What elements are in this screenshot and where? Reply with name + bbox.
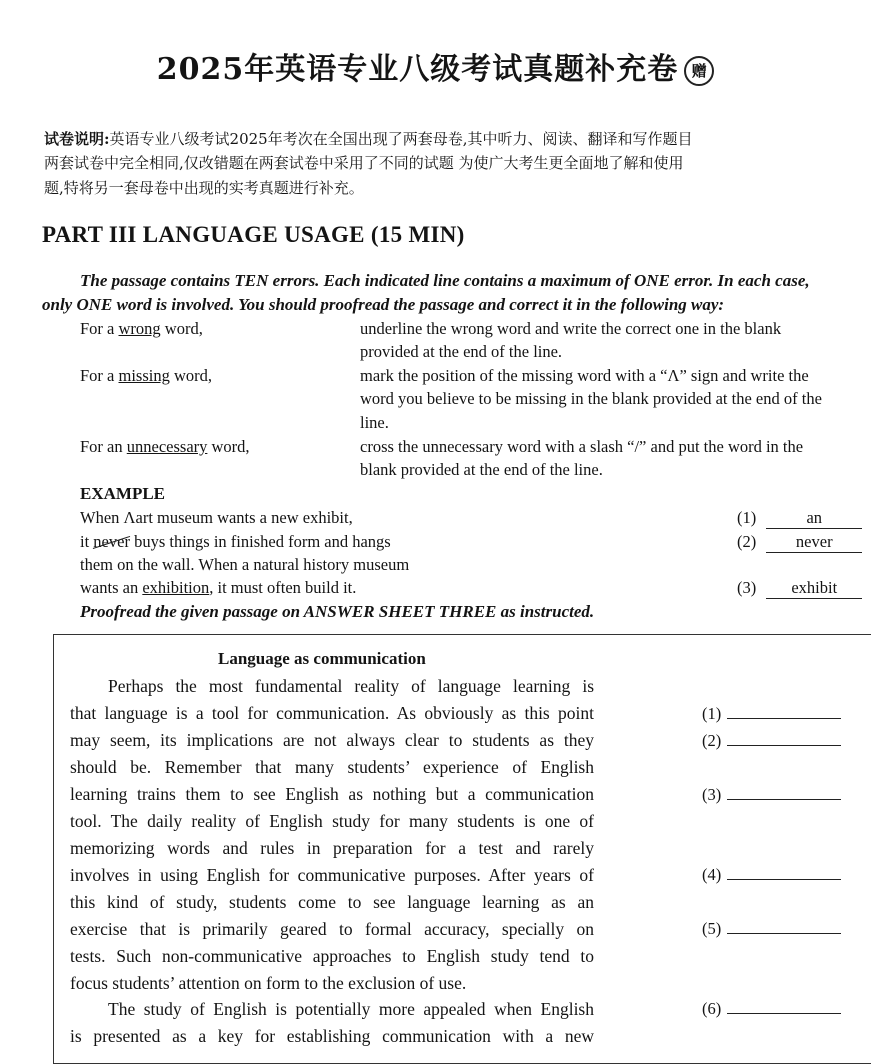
passage-line: involves in using English for communicative purposes. After years of xyxy=(70,865,594,885)
answer-number: (1) xyxy=(737,508,757,527)
example-text: art museum wants a new exhibit, xyxy=(135,508,353,527)
rule-text: word, xyxy=(160,319,203,338)
passage-line: Perhaps the most fundamental reality of language learning is xyxy=(108,676,594,696)
passage-line: learning trains them to see English as nothing but a communication xyxy=(70,784,594,804)
passage-line: should be. Remember that many students’ experience of English xyxy=(70,757,594,777)
answer-number: (3) xyxy=(702,785,722,804)
note-line-1 xyxy=(44,128,693,149)
answer-line[interactable] xyxy=(727,704,841,719)
underlined-word: exhibition xyxy=(142,578,210,597)
note-label: 试卷说明: xyxy=(44,130,110,148)
example-answer-1 xyxy=(737,508,862,529)
example-line-4 xyxy=(80,578,356,598)
rule-missing-label xyxy=(80,366,212,386)
rule-keyword: unnecessary xyxy=(126,437,208,456)
answer-number: (4) xyxy=(702,865,722,884)
struck-word: never xyxy=(93,532,130,551)
gift-badge: 赠 xyxy=(684,56,714,86)
answer-slot-6[interactable] xyxy=(702,999,841,1019)
answer-line[interactable] xyxy=(727,919,841,934)
answer-number: (2) xyxy=(737,532,757,551)
rule-text: For an xyxy=(80,437,127,456)
rule-text: For a xyxy=(80,366,119,385)
answer-number: (1) xyxy=(702,704,722,723)
note-text-1: 英语专业八级考试2025年考次在全国出现了两套母卷,其中听力、阅读、翻译和写作题目 xyxy=(109,130,693,148)
answer-slot-4[interactable] xyxy=(702,865,841,885)
rule-unnecessary-desc-2: blank provided at the end of the line. xyxy=(360,460,603,479)
example-text: buys things in finished form and hangs xyxy=(129,532,391,551)
answer-blank: never xyxy=(766,532,862,553)
passage-line: tool. The daily reality of English study for many students is one of xyxy=(70,811,594,831)
rule-wrong-desc-2: provided at the end of the line. xyxy=(360,342,563,361)
example-text: When xyxy=(80,508,124,527)
answer-blank: exhibit xyxy=(766,578,862,599)
example-line-1 xyxy=(80,508,353,528)
example-line-2 xyxy=(80,532,391,552)
answer-number: (5) xyxy=(702,919,722,938)
proofread-instruction: Proofread the given passage on ANSWER SHEET THREE as instructed. xyxy=(80,602,595,621)
answer-slot-2[interactable] xyxy=(702,731,841,751)
rule-text: word, xyxy=(207,437,250,456)
rule-wrong-label xyxy=(80,319,203,339)
example-text: it xyxy=(80,532,94,551)
passage-line: focus students’ attention on form to the exclusion of use. xyxy=(70,973,467,993)
passage-line: The study of English is potentially more appealed when English xyxy=(108,999,594,1019)
rule-missing-desc-1: mark the position of the missing word with a “Λ” sign and write the xyxy=(360,366,809,385)
answer-line[interactable] xyxy=(727,999,841,1014)
page-title xyxy=(0,44,871,88)
example-label: EXAMPLE xyxy=(80,484,165,503)
example-answer-3 xyxy=(737,578,862,599)
answer-slot-5[interactable] xyxy=(702,919,841,939)
answer-line[interactable] xyxy=(727,731,841,746)
passage-line: tests. Such non-communicative approaches to English study tend to xyxy=(70,946,594,966)
rule-text: For a xyxy=(80,319,119,338)
rule-missing-desc-3: line. xyxy=(360,413,389,432)
rule-text: word, xyxy=(169,366,213,385)
passage-title: Language as communication xyxy=(218,649,426,668)
rule-keyword: wrong xyxy=(118,319,161,338)
instruction-line-2: only ONE word is involved. You should proofread the passage and correct it in the following way: xyxy=(42,295,725,314)
note-line-3: 题,特将另一套母卷中出现的实考真题进行补充。 xyxy=(44,179,364,197)
passage-line: memorizing words and rules in preparation for a test and rarely xyxy=(70,838,594,858)
passage-line: this kind of study, students come to see language learning as an xyxy=(70,892,594,912)
example-line-3: them on the wall. When a natural history museum xyxy=(80,555,410,574)
example-text: wants an xyxy=(80,578,143,597)
answer-number: (2) xyxy=(702,731,722,750)
rule-wrong-desc-1: underline the wrong word and write the correct one in the blank xyxy=(360,319,782,338)
answer-number: (3) xyxy=(737,578,757,597)
answer-slot-3[interactable] xyxy=(702,785,841,805)
title-text: 2025年英语专业八级考试真题补充卷 xyxy=(156,52,679,87)
passage-line: exercise that is primarily geared to formal accuracy, specially on xyxy=(70,919,594,939)
note-line-2: 两套试卷中完全相同,仅改错题在两套试卷中采用了不同的试题 为使广大考生更全面地了解和使用 xyxy=(44,154,684,172)
passage-line: is presented as a key for establishing communication with a new xyxy=(70,1026,594,1046)
example-answer-2 xyxy=(737,532,862,553)
part-heading: PART III LANGUAGE USAGE (15 MIN) xyxy=(42,222,465,247)
passage-line: that language is a tool for communication. As obviously as this point xyxy=(70,703,594,723)
instruction-line-1: The passage contains TEN errors. Each indicated line contains a maximum of ONE error. In each case, xyxy=(80,271,810,290)
passage-line: may seem, its implications are not always clear to students as they xyxy=(70,730,594,750)
caret-mark: Λ xyxy=(123,508,136,527)
rule-unnecessary-desc-1: cross the unnecessary word with a slash “/” and put the word in the xyxy=(360,437,804,456)
answer-line[interactable] xyxy=(727,865,841,880)
rule-missing-desc-2: word you believe to be missing in the blank provided at the end of the xyxy=(360,389,822,408)
answer-slot-1[interactable] xyxy=(702,704,841,724)
answer-number: (6) xyxy=(702,999,722,1018)
rule-keyword: missing xyxy=(118,366,170,385)
example-text: , it must often build it. xyxy=(209,578,357,597)
answer-line[interactable] xyxy=(727,785,841,800)
rule-unnecessary-label xyxy=(80,437,250,457)
answer-blank: an xyxy=(766,508,862,529)
